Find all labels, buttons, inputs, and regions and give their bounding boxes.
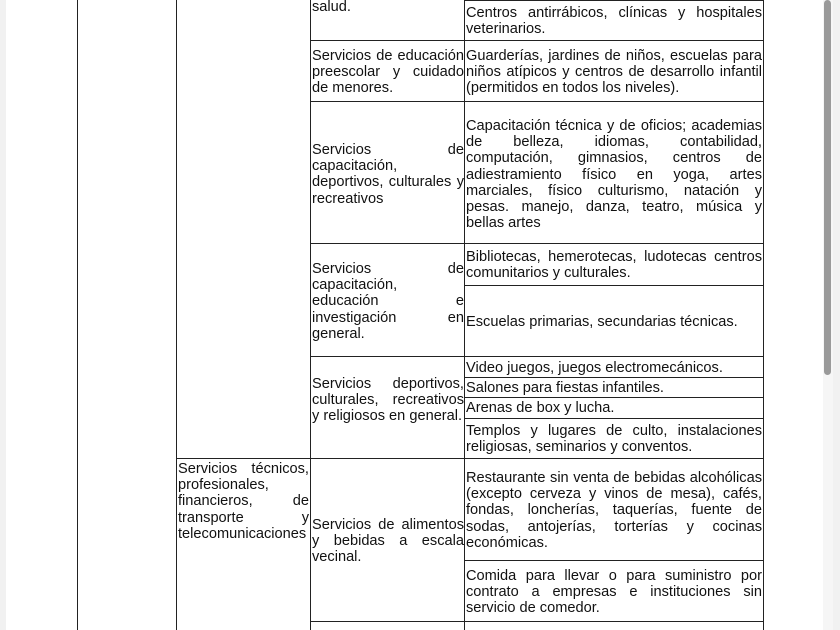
row-divider — [310, 356, 764, 357]
service-cell-capacitacion: Servicios de capacitación, deportivos, culturales y recreativos — [312, 142, 464, 207]
row-divider — [464, 397, 764, 398]
category-cell-tecnicos: Servicios técnicos, profesionales, financieros, de transporte y telecomunicaciones — [178, 461, 309, 542]
detail-cell-bibliotecas: Bibliotecas, hemerotecas, ludotecas centros comunitarios y culturales. — [466, 249, 762, 282]
detail-cell-antirrabicos: Centros antirrábicos, clínicas y hospitales veterinarios. — [466, 5, 762, 38]
detail-cell-arenas: Arenas de box y lucha. — [466, 400, 615, 416]
detail-cell-escuelas: Escuelas primarias, secundarias técnicas. — [466, 314, 738, 330]
table-column-divider — [464, 0, 465, 630]
row-divider — [176, 458, 764, 459]
service-cell-deportivos: Servicios deportivos, culturales, recreativos y religiosos en general. — [312, 376, 464, 425]
detail-cell-guarderias: Guarderías, jardines de niños, escuelas para niños atípicos y centros de desarrollo infantil (permitidos en todos los niveles). — [466, 48, 762, 97]
table-border-right — [763, 0, 764, 630]
table-column-divider — [176, 0, 177, 630]
service-cell-educacion-preescolar: Servicios de educación preescolar y cuidado de menores. — [312, 48, 464, 97]
row-divider — [310, 40, 764, 41]
row-divider — [464, 560, 764, 561]
detail-cell-salones: Salones para fiestas infantiles. — [466, 380, 664, 396]
row-divider — [464, 0, 764, 1]
detail-cell-comida-llevar: Comida para llevar o para suministro por contrato a empresas e instituciones sin servicio de comedor. — [466, 568, 762, 617]
row-divider — [310, 621, 764, 622]
detail-cell-templos: Templos y lugares de culto, instalaciones religiosas, seminarios y conventos. — [466, 423, 762, 456]
service-cell-educacion-general: Servicios de capacitación, educación e investigación en general. — [312, 261, 464, 342]
row-divider — [310, 101, 764, 102]
row-divider — [310, 243, 764, 244]
table-border-left — [77, 0, 78, 630]
detail-cell-videojuegos: Video juegos, juegos electromecánicos. — [466, 360, 723, 376]
service-cell-alimentos: Servicios de alimentos y bebidas a escala vecinal. — [312, 517, 464, 566]
service-cell-salud-tail: salud. — [312, 0, 351, 15]
detail-cell-capacitacion: Capacitación técnica y de oficios; academias de belleza, idiomas, contabilidad, computación, gimnasios, centros de adiestramiento físico en yoga, artes marciales, físico culturismo, natación y pesas. manejo, danza, teatro, música y bellas artes — [466, 118, 762, 232]
row-divider — [464, 377, 764, 378]
row-divider — [464, 418, 764, 419]
table-column-divider — [310, 0, 311, 630]
row-divider — [464, 285, 764, 286]
detail-cell-restaurante: Restaurante sin venta de bebidas alcohólicas (excepto cerveza y vinos de mesa), cafés, fondas, loncherías, taquerías, fuente de sodas, antojerías, torterías y cocinas económicas. — [466, 470, 762, 551]
scrollbar-thumb[interactable] — [824, 0, 831, 375]
